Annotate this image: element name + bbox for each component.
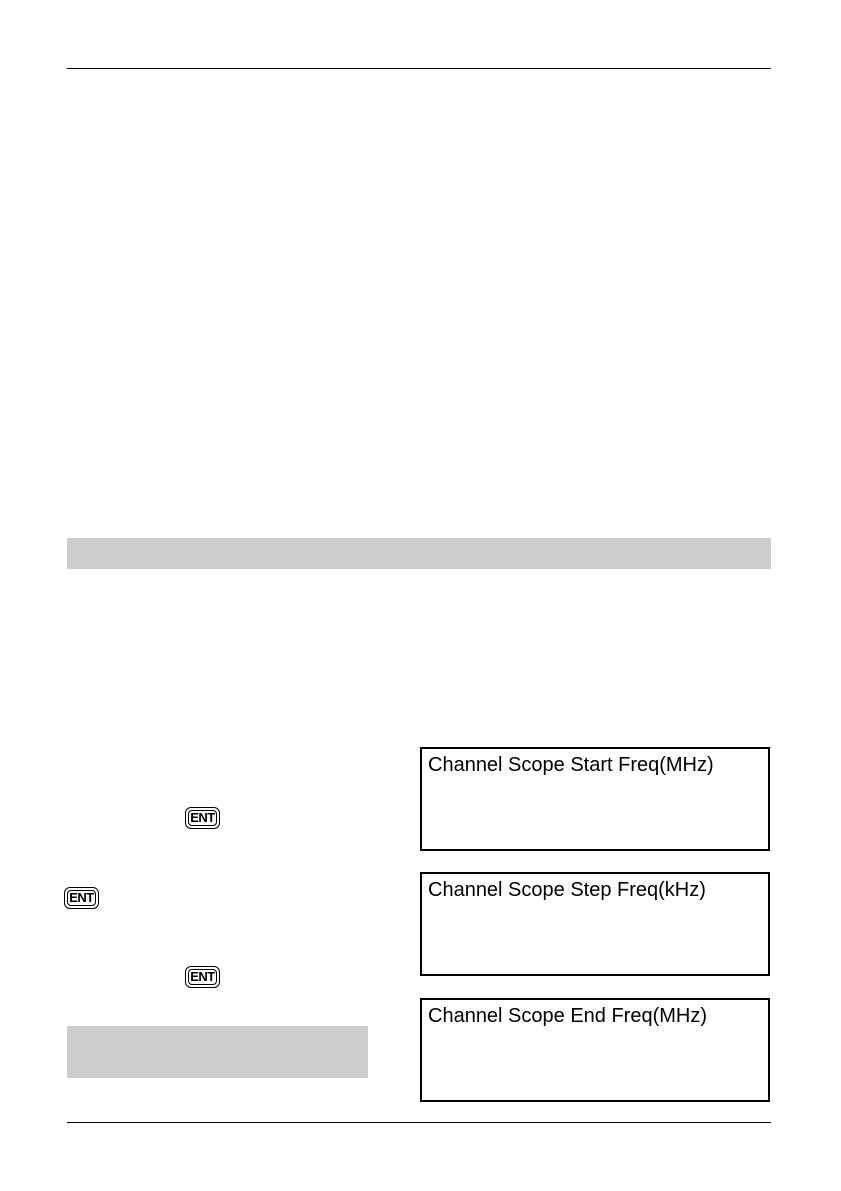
lcd-title: Channel Scope Start Freq(MHz) — [428, 754, 714, 776]
note-box — [67, 1026, 368, 1078]
enter-key-icon: ENT — [185, 807, 220, 829]
lcd-title: Channel Scope End Freq(MHz) — [428, 1005, 708, 1027]
lcd-title: Channel Scope Step Freq(kHz) — [428, 879, 706, 901]
enter-key-icon: ENT — [64, 887, 99, 909]
header-rule — [67, 68, 771, 69]
lcd-screen-end-freq — [420, 998, 770, 1102]
footer-rule — [67, 1122, 771, 1123]
lcd-screen-step-freq — [420, 872, 770, 976]
section-heading-bar — [67, 538, 771, 569]
enter-key-icon: ENT — [185, 966, 220, 988]
lcd-screen-start-freq — [420, 747, 770, 851]
